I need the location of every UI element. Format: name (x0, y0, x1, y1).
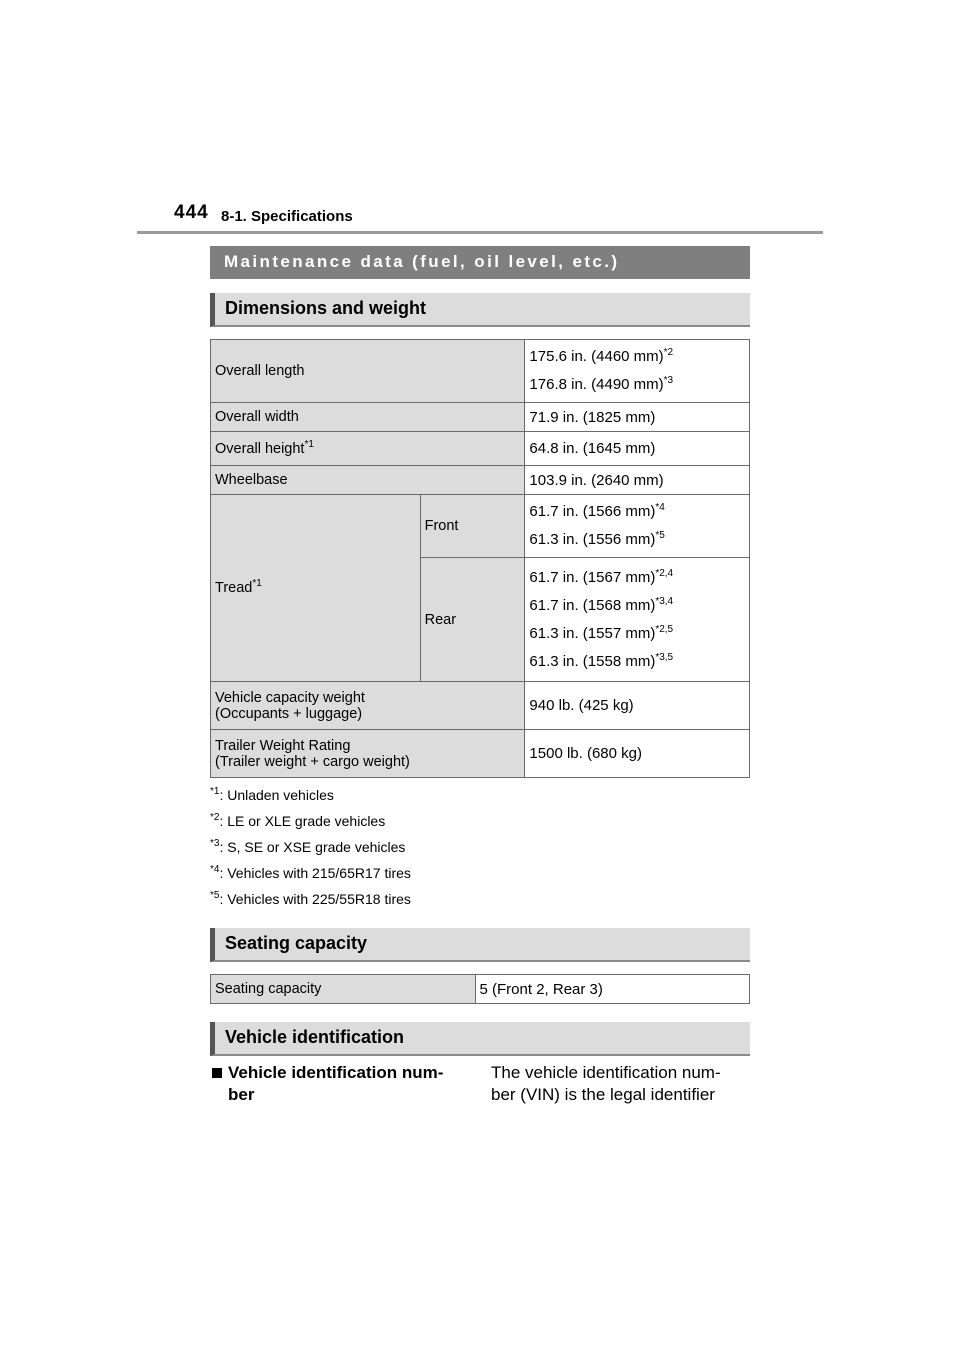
table-row (211, 682, 750, 730)
overall-width-value: 71.9 in. (1825 mm) (525, 403, 750, 432)
page-header (137, 198, 823, 234)
tread-front-value: 61.7 in. (1566 mm)$^{*4}$ 61.3 in. (1556 mm)$^{*5}$ (525, 495, 750, 558)
vin-item-heading: Vehicle identification num- ber (212, 1062, 443, 1106)
tread-rear-value: 61.7 in. (1567 mm)$^{*2,4}$ 61.7 in. (1568 mm)$^{*3,4}$ 61.3 in. (1557 mm)$^{*2,5}$ 61.3 in. (1558 mm)$^{*3,5}$ (525, 558, 750, 682)
page-number: 444 (174, 202, 209, 223)
tread-front-label: Front (420, 495, 525, 558)
footnote: $^{*1}$: Unladen vehicles (210, 786, 334, 803)
table-row (211, 432, 750, 466)
table-row (211, 340, 750, 403)
footnote: $^{*3}$: S, SE or XSE grade vehicles (210, 838, 406, 855)
table-row (211, 730, 750, 778)
table-row (211, 403, 750, 432)
seating-capacity-value: 5 (Front 2, Rear 3) (475, 975, 749, 1004)
tread-label: Tread$^{*1}$ (211, 495, 421, 682)
seating-capacity-title: Seating capacity (210, 928, 750, 962)
footnote: $^{*2}$: LE or XLE grade vehicles (210, 812, 386, 829)
vehicle-identification-title: Vehicle identification (210, 1022, 750, 1056)
footnote: $^{*5}$: Vehicles with 225/55R18 tires (210, 890, 411, 907)
trailer-rating-value: 1500 lb. (680 kg) (525, 730, 750, 778)
overall-length-value: 175.6 in. (4460 mm)$^{*2}$ 176.8 in. (4490 mm)$^{*3}$ (525, 340, 750, 403)
overall-height-value: 64.8 in. (1645 mm) (525, 432, 750, 466)
wheelbase-value: 103.9 in. (2640 mm) (525, 466, 750, 495)
capacity-weight-label: Vehicle capacity weight (Occupants + luggage) (211, 682, 525, 730)
section-reference: 8-1. Specifications (221, 208, 353, 225)
seating-table (210, 974, 750, 1004)
seating-capacity-label: Seating capacity (211, 975, 476, 1004)
wheelbase-label: Wheelbase (211, 466, 525, 495)
footnote: $^{*4}$: Vehicles with 215/65R17 tires (210, 864, 411, 881)
overall-height-label: Overall height$^{*1}$ (211, 432, 525, 466)
footnotes (210, 782, 411, 912)
dimensions-title: Dimensions and weight (210, 293, 750, 327)
overall-width-label: Overall width (211, 403, 525, 432)
overall-length-label: Overall length (211, 340, 525, 403)
table-row (211, 495, 750, 558)
capacity-weight-value: 940 lb. (425 kg) (525, 682, 750, 730)
table-row (211, 466, 750, 495)
dimensions-table (210, 339, 750, 778)
square-bullet-icon (212, 1068, 222, 1078)
main-section-title: Maintenance data (fuel, oil level, etc.) (210, 246, 750, 279)
tread-rear-label: Rear (420, 558, 525, 682)
table-row (211, 975, 750, 1004)
trailer-rating-label: Trailer Weight Rating (Trailer weight + cargo weight) (211, 730, 525, 778)
vin-description: The vehicle identification num- ber (VIN) is the legal identifier (491, 1063, 721, 1104)
